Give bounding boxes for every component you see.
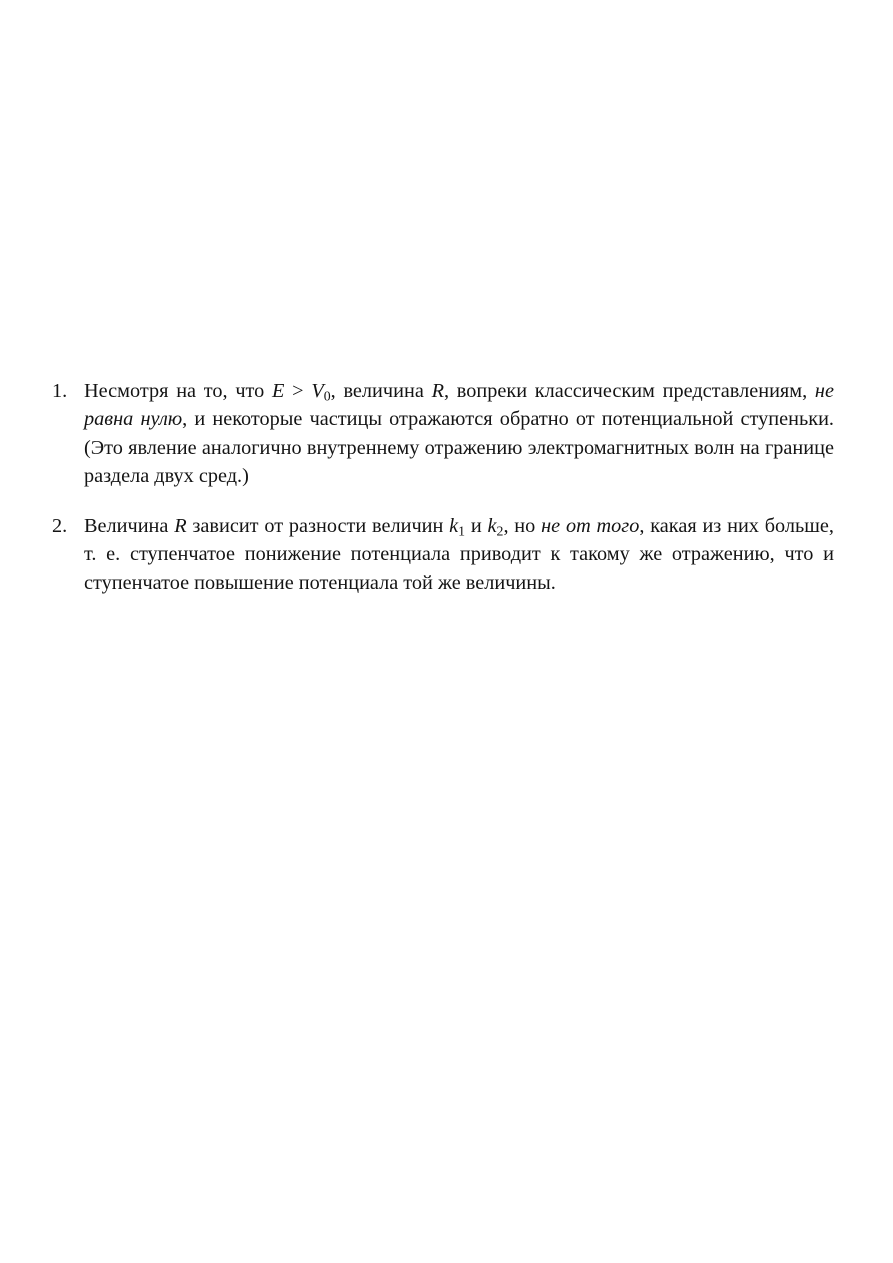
list-item-2 <box>52 512 834 597</box>
item-text: , и некоторые частицы отражаются обратно от потенциальной ступеньки. (Это явление аналогично внутреннему отражению электромагнитных волн на границе раздела двух сред.) <box>84 408 834 487</box>
list-item-1 <box>52 377 834 490</box>
math-potential-V: V <box>311 380 324 402</box>
item-text: Несмотря на то, что <box>84 380 273 402</box>
math-subscript: 2 <box>496 523 504 539</box>
item-text: и <box>465 515 488 538</box>
item-number: 1. <box>52 380 68 402</box>
item-text: Величина <box>84 515 175 538</box>
item-number: 2. <box>52 515 68 538</box>
math-reflection-R: R <box>431 380 444 402</box>
math-reflection-R: R <box>174 515 187 538</box>
item-text: , величина <box>330 380 432 402</box>
math-energy-E: E <box>272 380 285 402</box>
item-text: , вопреки классическим представлениям, <box>443 380 815 402</box>
math-greater-than: > <box>284 380 312 402</box>
emphasis-text: не от того <box>541 515 640 538</box>
item-text: , но <box>503 515 542 538</box>
math-subscript: 1 <box>458 523 466 539</box>
item-text: зависит от разности величин <box>186 515 450 538</box>
math-subscript: 0 <box>323 388 331 404</box>
math-wavenumber-k: k <box>449 515 459 538</box>
item-text: , какая из них больше, т. е. ступенчатое понижение потенциала приводит к такому же отражению, что и ступенчатое повышение потенциала той же величины. <box>84 515 834 594</box>
math-wavenumber-k: k <box>487 515 497 538</box>
emphasis-text: не равна нулю <box>84 380 834 431</box>
numbered-list <box>52 377 834 597</box>
